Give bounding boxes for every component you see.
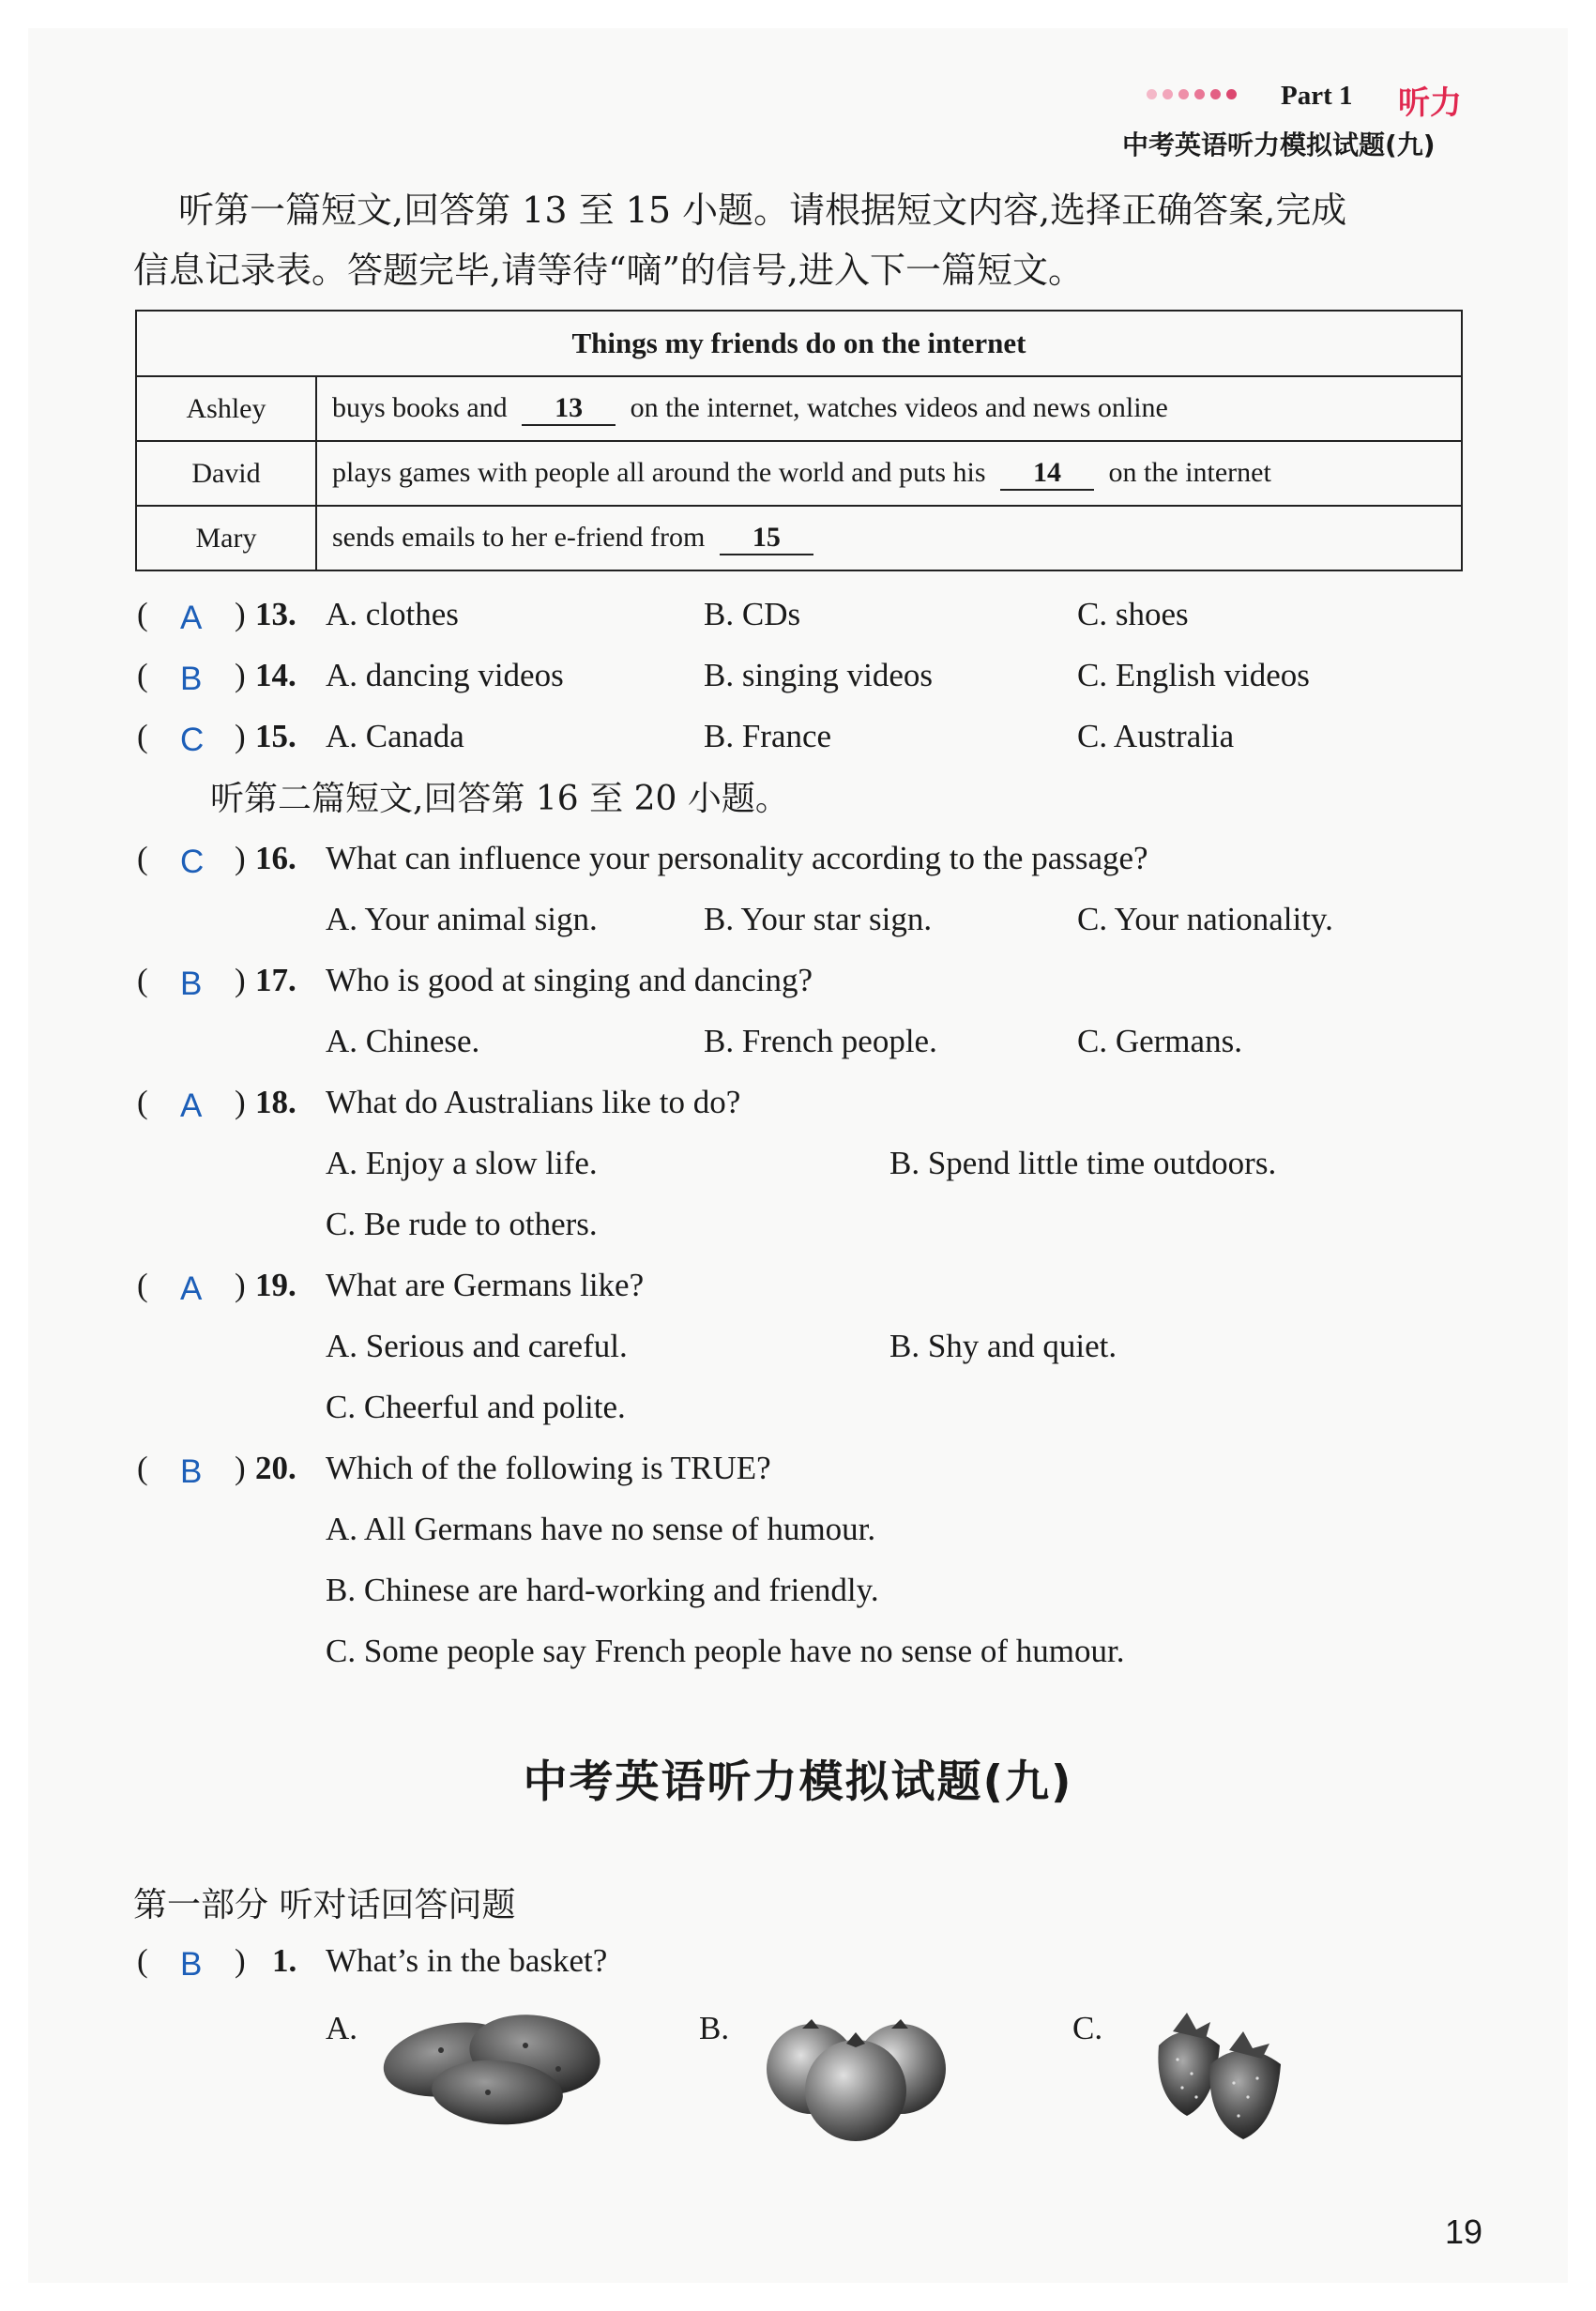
row-text-after: on the internet, watches videos and news online (630, 391, 1168, 423)
question-stem: Who is good at singing and dancing? (326, 962, 813, 998)
section-title: 中考英语听力模拟试题(九) (523, 1756, 1073, 1808)
paren-open: ( (137, 596, 148, 632)
passage1-instruction-line2: 信息记录表。答题完毕,请等待“嘀”的信号,进入下一篇短文。 (133, 250, 1085, 291)
paren-close: ) (235, 1450, 246, 1486)
answer-mark: C (180, 844, 205, 880)
question-number: 18. (255, 1084, 296, 1120)
row-content (316, 506, 1462, 570)
blank-14: 14 (1000, 457, 1094, 491)
option-a: A. Serious and careful. (326, 1328, 628, 1364)
paren-close: ) (235, 1084, 246, 1120)
option-a: A. Enjoy a slow life. (326, 1145, 598, 1181)
option-c: C. Germans. (1077, 1023, 1242, 1059)
dot-6 (1226, 89, 1237, 99)
row-name: David (136, 441, 316, 506)
option-c: C. English videos (1077, 657, 1310, 693)
dot-4 (1194, 89, 1205, 99)
table-row (136, 376, 1462, 441)
option-b: B. singing videos (704, 657, 934, 693)
passage1-instruction-line1: 听第一篇短文,回答第 13 至 15 小题。请根据短文内容,选择正确答案,完成 (178, 190, 1347, 231)
question-number: 1. (272, 1942, 297, 1979)
option-c: C. Some people say French people have no sense of humour. (326, 1633, 1125, 1669)
option-a-label: A. (326, 2010, 358, 2046)
blank-13: 13 (522, 392, 616, 426)
paren-close: ) (235, 962, 246, 998)
row-text-after: on the internet (1108, 456, 1271, 488)
option-a: A. Chinese. (326, 1023, 480, 1059)
table-row (136, 441, 1462, 506)
paren-open: ( (137, 718, 148, 754)
option-a: A. Canada (326, 718, 464, 754)
answer-mark: B (180, 661, 203, 697)
paren-open: ( (137, 1267, 148, 1303)
dot-3 (1178, 89, 1189, 99)
option-c: C. shoes (1077, 596, 1189, 632)
answer-mark: B (180, 1453, 203, 1490)
row-name: Mary (136, 506, 316, 570)
row-name: Ashley (136, 376, 316, 441)
option-b: B. CDs (704, 596, 801, 632)
tomatoes-image (760, 2017, 952, 2144)
passage2-instruction: 听第二篇短文,回答第 16 至 20 小题。 (210, 780, 789, 818)
dot-1 (1147, 89, 1157, 99)
option-b: B. Chinese are hard-working and friendly. (326, 1572, 879, 1608)
option-c: C. Your nationality. (1077, 901, 1333, 937)
question-stem: What are Germans like? (326, 1267, 645, 1303)
option-a: A. Your animal sign. (326, 901, 598, 937)
row-text-before: buys books and (332, 391, 508, 423)
option-b: B. French people. (704, 1023, 937, 1059)
paren-close: ) (235, 657, 246, 693)
question-number: 14. (255, 657, 296, 693)
header-dots (1147, 89, 1237, 99)
part-title: 听力 (1398, 84, 1462, 122)
answer-mark: C (180, 722, 205, 758)
paren-open: ( (137, 1450, 148, 1486)
answer-mark: B (180, 965, 203, 1002)
answer-mark: A (180, 1087, 203, 1124)
blank-15: 15 (720, 522, 813, 555)
table-title: Things my friends do on the internet (136, 311, 1462, 376)
option-c: C. Australia (1077, 718, 1235, 754)
option-a: A. All Germans have no sense of humour. (326, 1511, 876, 1547)
option-b: B. Spend little time outdoors. (889, 1145, 1277, 1181)
paren-open: ( (137, 1942, 148, 1979)
question-number: 20. (255, 1450, 296, 1486)
answer-mark: B (180, 1946, 203, 1983)
option-a: A. clothes (326, 596, 459, 632)
answer-mark: A (180, 600, 203, 636)
answer-mark: A (180, 1270, 203, 1307)
question-stem: What’s in the basket? (326, 1942, 608, 1979)
paren-close: ) (235, 1267, 246, 1303)
option-b: B. Shy and quiet. (889, 1328, 1117, 1364)
option-c: C. Cheerful and polite. (326, 1389, 626, 1425)
option-c: C. Be rude to others. (326, 1206, 598, 1242)
option-b-label: B. (699, 2010, 730, 2046)
paren-open: ( (137, 962, 148, 998)
page-number: 19 (1445, 2212, 1483, 2251)
info-record-table (135, 310, 1463, 571)
question-stem: Which of the following is TRUE? (326, 1450, 771, 1486)
paren-open: ( (137, 840, 148, 876)
question-stem: What do Australians like to do? (326, 1084, 741, 1120)
option-a: A. dancing videos (326, 657, 564, 693)
part-label: Part 1 (1281, 81, 1353, 111)
row-text-before: sends emails to her e-friend from (332, 521, 706, 553)
option-b: B. Your star sign. (704, 901, 933, 937)
paren-close: ) (235, 1942, 246, 1979)
question-number: 17. (255, 962, 296, 998)
question-number: 13. (255, 596, 296, 632)
option-b: B. France (704, 718, 832, 754)
paren-open: ( (137, 1084, 148, 1120)
paren-close: ) (235, 596, 246, 632)
question-number: 19. (255, 1267, 296, 1303)
question-number: 16. (255, 840, 296, 876)
row-content (316, 441, 1462, 506)
question-number: 15. (255, 718, 296, 754)
table-row (136, 506, 1462, 570)
option-c-label: C. (1072, 2010, 1103, 2046)
row-content (316, 376, 1462, 441)
paren-open: ( (137, 657, 148, 693)
question-stem: What can influence your personality according to the passage? (326, 840, 1148, 876)
paren-close: ) (235, 718, 246, 754)
potatoes-image (375, 2003, 610, 2130)
paren-close: ) (235, 840, 246, 876)
dot-5 (1210, 89, 1221, 99)
header-subtitle: 中考英语听力模拟试题(九) (1122, 129, 1436, 160)
part-heading: 第一部分 听对话回答问题 (133, 1886, 516, 1924)
strawberries-image (1140, 2008, 1300, 2149)
row-text-before: plays games with people all around the world and puts his (332, 456, 986, 488)
dot-2 (1163, 89, 1173, 99)
